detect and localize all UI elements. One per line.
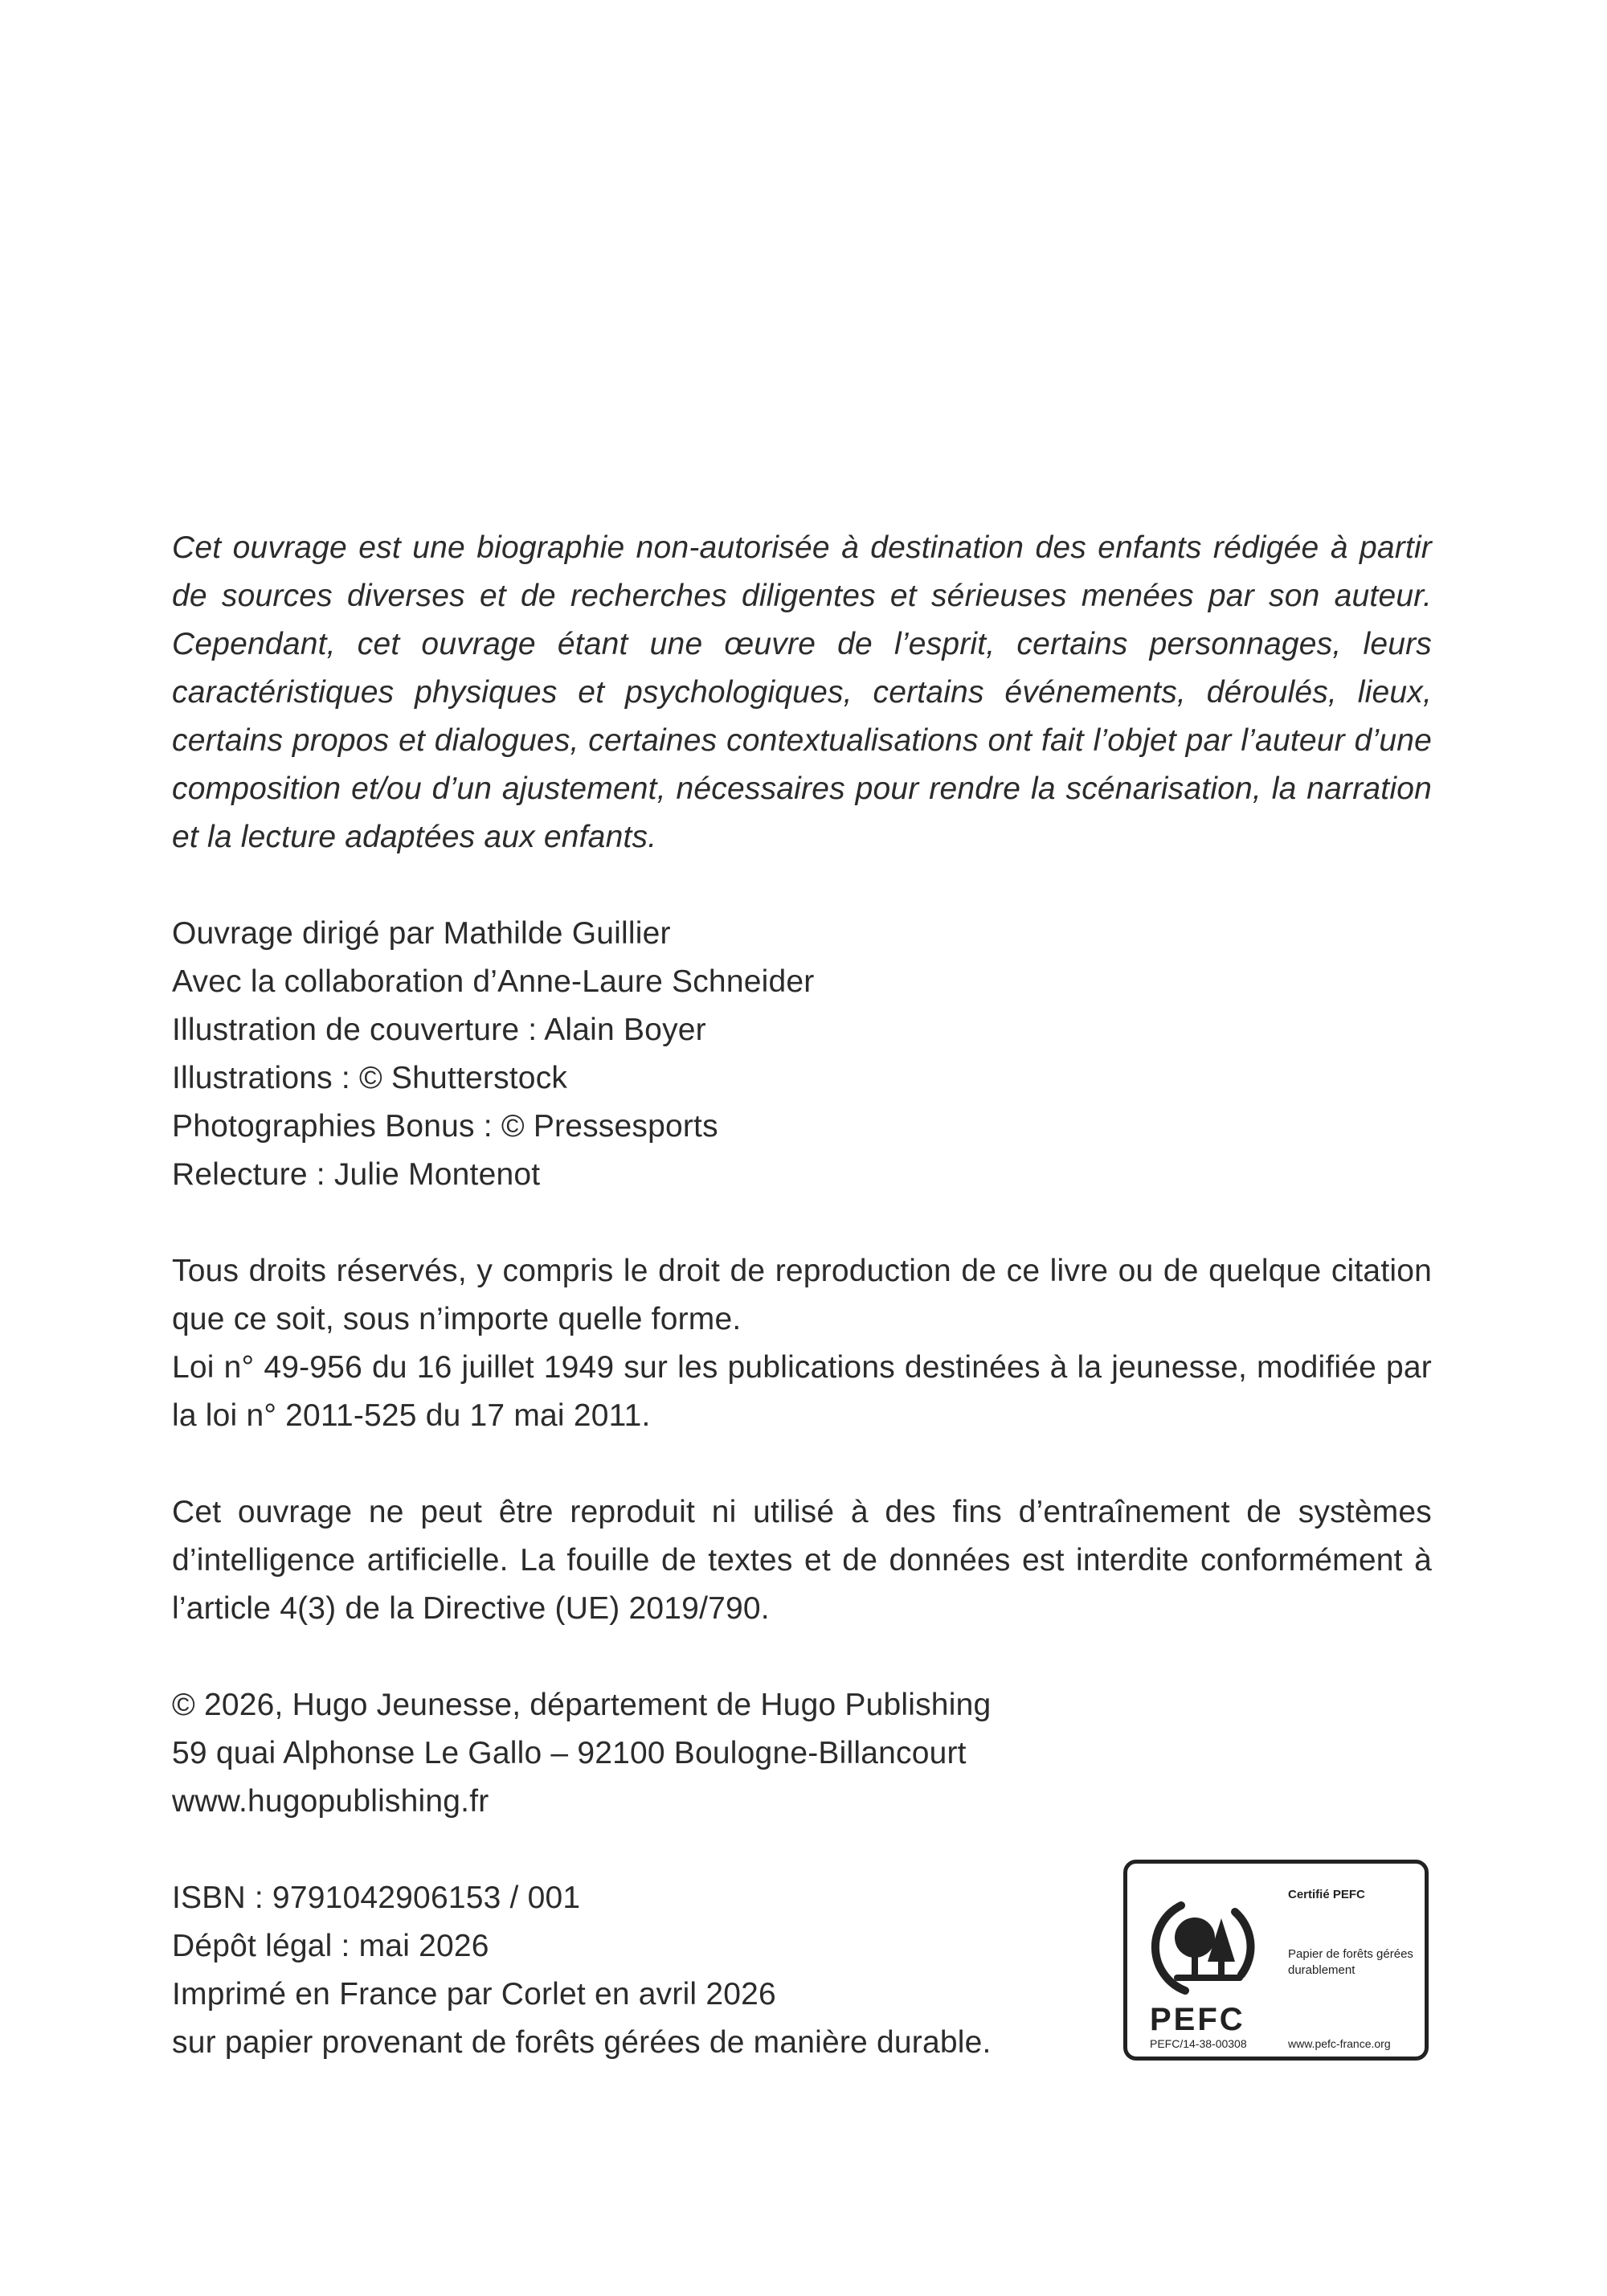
legal-deposit-line: Dépôt légal : mai 2026	[172, 1929, 489, 1963]
publisher-block	[172, 1633, 1432, 1826]
ai-notice-paragraph: Cet ouvrage ne peut être reproduit ni utilisé à des fins d’entraînement de systèmes d’intelligence artificielle. La fouille de textes et de données est interdite conformément à l’article 4(3) de la Directive (UE) 2019/790.	[172, 1495, 1432, 1626]
disclaimer-paragraph: Cet ouvrage est une biographie non-autorisée à destination des enfants rédigée à partir de sources diverses et de recherches diligentes et sérieuses menées par son auteur. Cependant, cet ouvrage étant une œuvre de l’esprit, certains personnages, leurs caractéristiques physiques et psychologiques, certains événements, déroulés, lieux, certains propos et dialogues, certaines contextualisations ont fait l’objet par l’auteur d’une composition et/ou d’un ajustement, nécessaires pour rendre la scénarisation, la narration et la lecture adaptées aux enfants.	[172, 530, 1432, 854]
pefc-tree-logo-icon	[1145, 1888, 1266, 2000]
credit-line: Photographies Bonus : © Pressesports	[172, 1109, 718, 1144]
pefc-website: www.pefc-france.org	[1288, 2037, 1391, 2050]
credit-line: Relecture : Julie Montenot	[172, 1157, 541, 1192]
publisher-copyright: © 2026, Hugo Jeunesse, département de Hugo Publishing	[172, 1688, 992, 1722]
imprint-page	[172, 524, 1432, 2067]
publisher-address: 59 quai Alphonse Le Gallo – 92100 Boulogne-Billancourt	[172, 1736, 967, 1770]
rights-block	[172, 1199, 1432, 1440]
pefc-code: PEFC/14-38-00308	[1150, 2037, 1247, 2050]
pefc-certified-label: Certifié PEFC	[1288, 1888, 1365, 1901]
publisher-website: www.hugopublishing.fr	[172, 1784, 489, 1819]
paper-line: sur papier provenant de forêts gérées de manière durable.	[172, 2025, 992, 2060]
credit-line: Avec la collaboration d’Anne-Laure Schneider	[172, 964, 815, 999]
credit-line: Illustrations : © Shutterstock	[172, 1061, 568, 1095]
isbn-line: ISBN : 9791042906153 / 001	[172, 1881, 581, 1915]
ai-notice-block	[172, 1440, 1432, 1633]
pefc-description: Papier de forêts gérées durablement	[1288, 1947, 1413, 1977]
pefc-certification-badge	[1123, 1860, 1429, 2061]
credit-line: Ouvrage dirigé par Mathilde Guillier	[172, 916, 671, 951]
pefc-wordmark: PEFC	[1150, 2002, 1245, 2037]
credit-line: Illustration de couverture : Alain Boyer	[172, 1013, 706, 1047]
printer-line: Imprimé en France par Corlet en avril 2026	[172, 1977, 776, 2012]
credits-block	[172, 862, 1432, 1199]
law-paragraph: Loi n° 49-956 du 16 juillet 1949 sur les publications destinées à la jeunesse, modifiée par la loi n° 2011-525 du 17 mai 2011.	[172, 1350, 1432, 1433]
rights-paragraph: Tous droits réservés, y compris le droit de reproduction de ce livre ou de quelque citation que ce soit, sous n’importe quelle forme.	[172, 1254, 1432, 1336]
